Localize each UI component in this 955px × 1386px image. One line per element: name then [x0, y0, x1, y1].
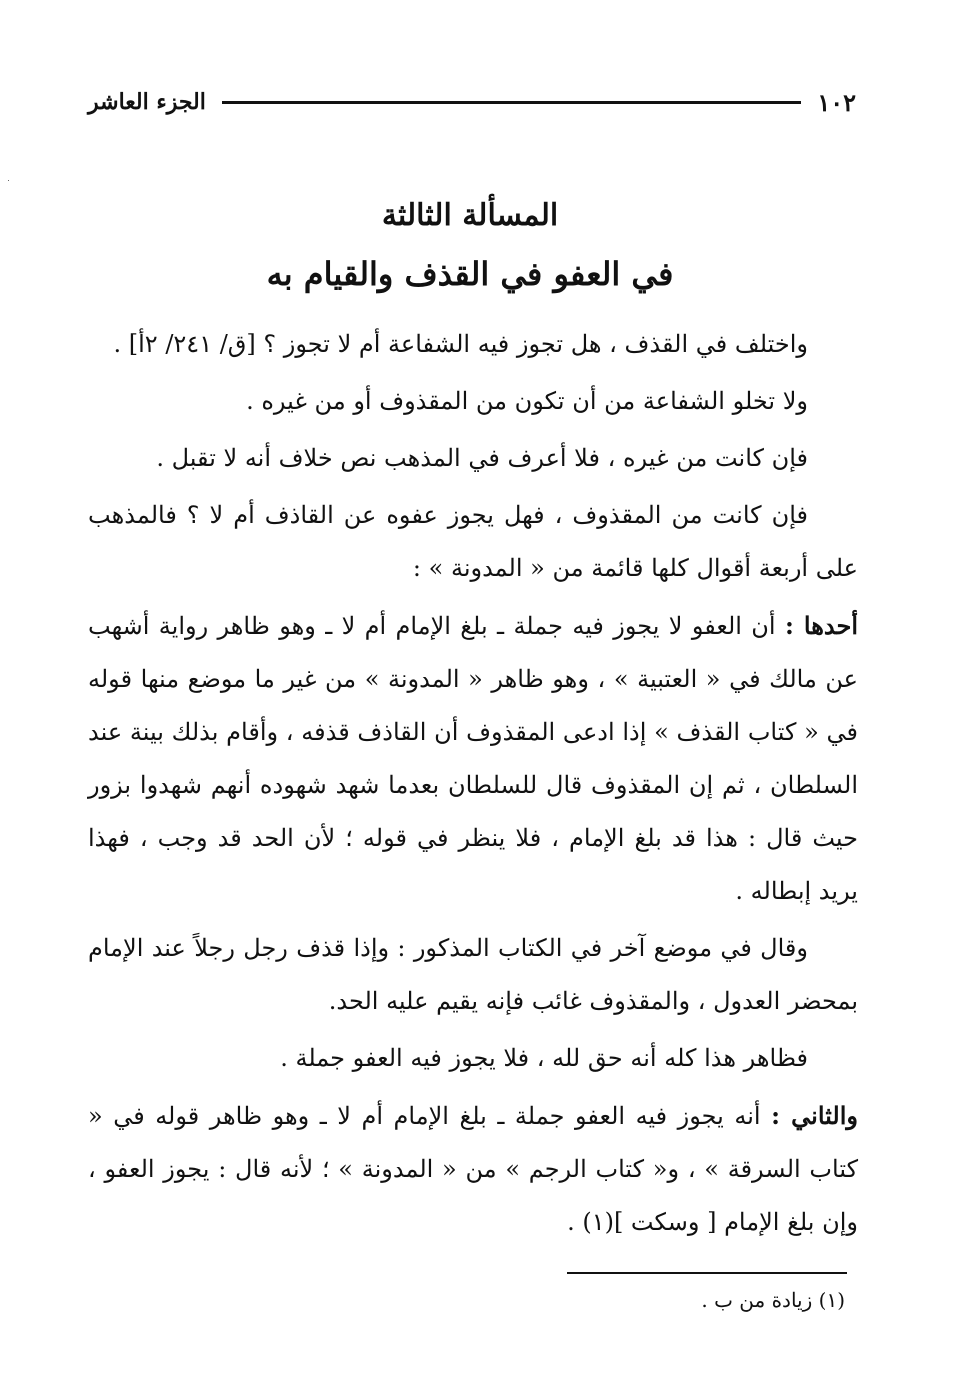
- paragraph: [88, 489, 858, 595]
- margin-mark: [8, 180, 9, 181]
- paragraph-text: فإن كانت من غيره ، فلا أعرف في المذهب نص خلاف أنه لا تقبل .: [156, 444, 808, 472]
- running-header: [88, 84, 856, 120]
- footnote-rule: [567, 1272, 847, 1274]
- paragraph-text: فظاهر هذا كله أنه حق لله ، فلا يجوز فيه العفو جملة .: [280, 1044, 808, 1072]
- paragraph-text: واختلف في القذف ، هل تجوز فيه الشفاعة أم لا تجوز ؟ [ق/ ٢٤١/ ٢أ] .: [113, 330, 808, 358]
- paragraph-lead: والثاني :: [771, 1101, 858, 1130]
- paragraph: [88, 599, 858, 918]
- header-rule: [222, 101, 801, 104]
- paragraph-text: وقال في موضع آخر في الكتاب المذكور : وإذا قذف رجل رجلاً عند الإمام بمحضر العدول ، والمقذوف غائب فإنه يقيم عليه الحد.: [88, 934, 858, 1015]
- paragraph: [88, 375, 858, 428]
- running-title: الجزء العاشر: [88, 89, 206, 115]
- footnote: (١) زيادة من ب .: [701, 1288, 845, 1312]
- topic-heading: في العفو في القذف والقيام به: [266, 255, 674, 293]
- paragraph: [88, 1089, 858, 1249]
- paragraph: [88, 1032, 858, 1085]
- paragraph-text: فإن كانت من المقذوف ، فهل يجوز عفوه عن القاذف أم لا ؟ فالمذهب على أربعة أقوال كلها قائمة من « المدونة » :: [88, 501, 858, 582]
- paragraph-text: أن العفو لا يجوز فيه جملة ـ بلغ الإمام أم لا ـ وهو ظاهر رواية أشهب عن مالك في « العتبية » ، وهو ظاهر « المدونة » من غير ما موضع منها قوله في « كتاب القذف » إذا ادعى المقذوف أن القاذف قذفه ، وأقام بذلك بينة عند السلطان ، ثم إن المقذوف قال للسلطان بعدما شهد شهوده أنهم شهدوا بزور حيث قال : هذا قد بلغ الإمام ، فلا ينظر في قوله ؛ لأن الحد قد وجب ، فهذا يريد إبطاله .: [88, 612, 858, 905]
- paragraph-text: أنه يجوز فيه العفو جملة ـ بلغ الإمام أم لا ـ وهو ظاهر قوله في « كتاب السرقة » ، و« كتاب الرجم » من « المدونة » ؛ لأنه قال : يجوز العفو ، وإن بلغ الإمام [ وسكت ](١) .: [88, 1102, 858, 1236]
- paragraph: [88, 432, 858, 485]
- issue-heading: المسألة الثالثة: [381, 198, 559, 233]
- paragraph-text: ولا تخلو الشفاعة من أن تكون من المقذوف أو من غيره .: [246, 387, 808, 415]
- page-number: ١٠٢: [817, 87, 856, 117]
- body-text: [88, 318, 858, 1253]
- paragraph: [88, 318, 858, 371]
- paragraph-lead: أحدها :: [784, 611, 858, 640]
- section-headings: [80, 188, 860, 304]
- paragraph: [88, 922, 858, 1028]
